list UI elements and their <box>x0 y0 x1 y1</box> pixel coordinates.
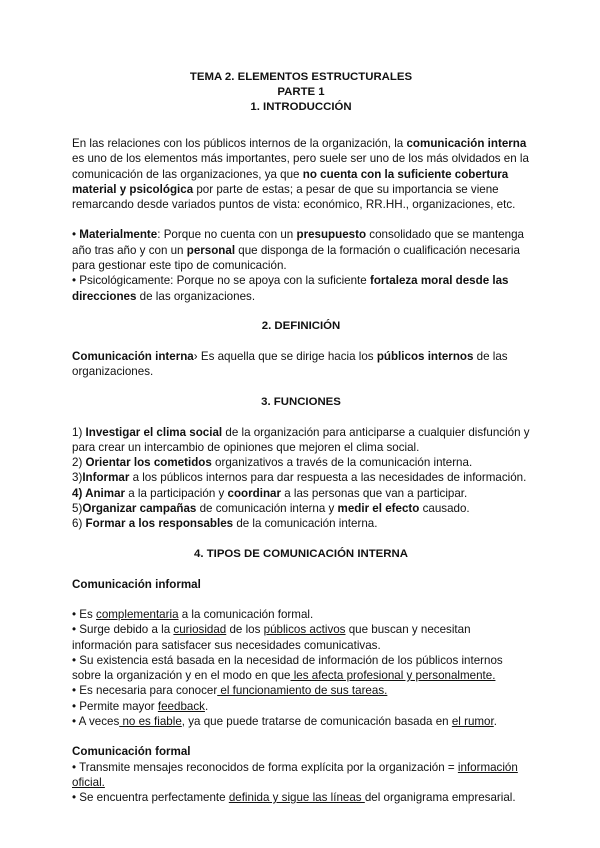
section-heading-tipos: 4. TIPOS DE COMUNICACIÓN INTERNA <box>194 547 408 560</box>
formal-item: • Se encuentra perfectamente definida y sigue las líneas del organigrama empresarial. <box>72 791 516 805</box>
function-item: 6) Formar a los responsables de la comunicación interna. <box>72 517 378 531</box>
definition-paragraph: Comunicación interna› Es aquella que se dirige hacia los públicos internos de las organizaciones. <box>72 349 508 379</box>
function-item: 1) Investigar el clima social de la organización para anticiparse a cualquier disfunción y para crear un intercambio de opiniones que mejoren el clima social. <box>72 425 530 454</box>
informal-item: • Permite mayor feedback. <box>72 699 209 713</box>
informal-item: • Es complementaria a la comunicación formal. <box>72 607 314 621</box>
informal-item: • Su existencia está basada en la necesidad de información de los públicos internos sobre la organización y en el modo en que les afecta profesional y personalmente. <box>72 653 503 683</box>
informal-item: • A veces no es fiable, ya que puede tratarse de comunicación basada en el rumor. <box>72 715 497 729</box>
document-page <box>72 70 530 806</box>
formal-item: • Transmite mensajes reconocidos de forma explícita por la organización = información oficial. <box>72 760 518 789</box>
section-heading-introduccion: 1. INTRODUCCIÓN <box>250 101 352 113</box>
document-part: PARTE 1 <box>277 86 325 98</box>
function-item: 3)Informar a los públicos internos para dar respuesta a las necesidades de información. <box>72 471 527 485</box>
bullet-psicologicamente: • Psicológicamente: Porque no se apoya con la suficiente fortaleza moral desde las direcciones de las organizaciones. <box>72 274 509 303</box>
informal-item: • Es necesaria para conocer el funcionamiento de sus tareas. <box>72 684 388 698</box>
document-header <box>72 70 530 115</box>
section-heading-funciones: 3. FUNCIONES <box>261 395 341 408</box>
informal-item: • Surge debido a la curiosidad de los públicos activos que buscan y necesitan información para satisfacer sus necesidades comunicativas. <box>72 623 471 652</box>
function-item: 5)Organizar campañas de comunicación interna y medir el efecto causado. <box>72 502 470 516</box>
section-heading-definicion: 2. DEFINICIÓN <box>261 319 341 332</box>
subsection-title-informal: Comunicación informal <box>72 577 201 591</box>
function-item: 2) Orientar los cometidos organizativos a través de la comunicación interna. <box>72 456 473 470</box>
subsection-title-formal: Comunicación formal <box>72 745 191 759</box>
bullet-materialmente: • Materialmente: Porque no cuenta con un presupuesto consolidado que se mantenga año tras año y con un personal que disponga de la formación o cualificación necesaria para gestionar este tipo de comunicación. <box>72 228 524 273</box>
function-item: 4) Animar a la participación y coordinar a las personas que van a participar. <box>72 486 468 500</box>
intro-paragraph: En las relaciones con los públicos internos de la organización, la comunicación interna es uno de los elementos más importantes, pero suele ser uno de los más olvidados en la comunicación de las organizaciones, ya que no cuenta con la suficiente cobertura material y psicológica por parte de estas; a pesar de que su importancia se viene remarcando desde variados puntos de vista: económico, RR.HH., organizaciones, etc. <box>72 137 529 212</box>
document-title: TEMA 2. ELEMENTOS ESTRUCTURALES <box>189 71 413 83</box>
